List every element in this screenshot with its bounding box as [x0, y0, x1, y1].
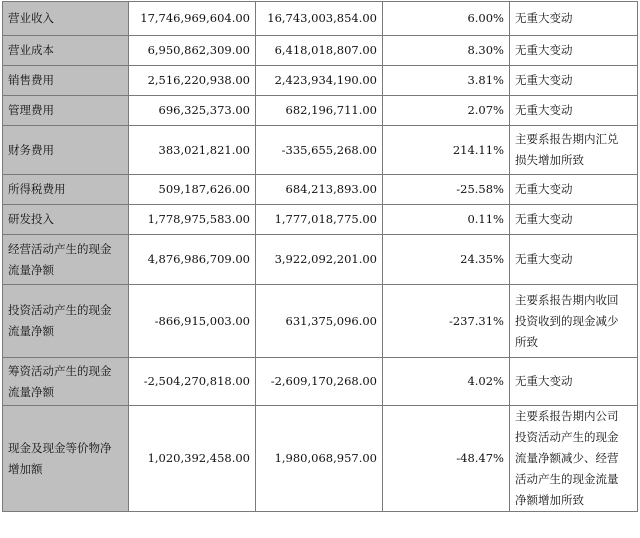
change-reason-cell [510, 205, 638, 235]
change-reason-line: 无重大变动 [515, 43, 573, 57]
table-row [3, 358, 638, 406]
row-item-label: 营业收入 [8, 11, 54, 25]
row-item-label: 经营活动产生的现金 [8, 241, 112, 256]
change-reason-line: 无重大变动 [515, 374, 573, 388]
change-reason-line: 主要系报告期内公司 [515, 409, 619, 423]
previous-value-cell: 684,213,893.00 [256, 175, 383, 205]
table-row [3, 96, 638, 126]
change-percent-cell: 0.11% [383, 205, 510, 235]
row-item-label: 增加额 [8, 461, 43, 476]
change-reason-cell [510, 66, 638, 96]
change-reason-cell [510, 175, 638, 205]
previous-value-cell: 16,743,003,854.00 [256, 2, 383, 36]
current-value-cell: 6,950,862,309.00 [129, 36, 256, 66]
row-item-cell [3, 175, 129, 205]
previous-value-cell: 682,196,711.00 [256, 96, 383, 126]
row-item-cell [3, 96, 129, 126]
row-item-cell [3, 36, 129, 66]
row-item-label: 销售费用 [8, 73, 54, 87]
row-item-label: 流量净额 [8, 384, 54, 399]
row-item-cell [3, 66, 129, 96]
change-reason-cell [510, 96, 638, 126]
change-percent-cell: 8.30% [383, 36, 510, 66]
previous-value-cell: 2,423,934,190.00 [256, 66, 383, 96]
change-reason-line: 所致 [515, 334, 538, 349]
change-percent-cell: 6.00% [383, 2, 510, 36]
change-reason-cell [510, 358, 638, 406]
row-item-label: 所得税费用 [8, 182, 66, 196]
change-reason-line: 主要系报告期内汇兑 [515, 132, 619, 146]
table-row [3, 175, 638, 205]
change-reason-line: 无重大变动 [515, 103, 573, 117]
table-row [3, 2, 638, 36]
previous-value-cell: 6,418,018,807.00 [256, 36, 383, 66]
financial-table [2, 1, 638, 512]
row-item-label: 流量净额 [8, 324, 54, 338]
row-item-label: 投资活动产生的现金 [8, 303, 112, 317]
table-body [3, 2, 638, 512]
row-item-label: 营业成本 [8, 43, 54, 57]
change-reason-line: 投资收到的现金减少 [515, 313, 619, 328]
table-row [3, 66, 638, 96]
current-value-cell: -866,915,003.00 [129, 285, 256, 358]
current-value-cell: 696,325,373.00 [129, 96, 256, 126]
previous-value-cell: 3,922,092,201.00 [256, 235, 383, 285]
previous-value-cell: 631,375,096.00 [256, 285, 383, 358]
previous-value-cell: -335,655,268.00 [256, 126, 383, 175]
change-reason-line: 无重大变动 [515, 11, 573, 25]
change-reason-cell [510, 406, 638, 512]
current-value-cell: 383,021,821.00 [129, 126, 256, 175]
change-percent-cell: 214.11% [383, 126, 510, 175]
table-row [3, 235, 638, 285]
change-reason-line: 无重大变动 [515, 252, 573, 266]
row-item-cell [3, 235, 129, 285]
change-reason-line: 无重大变动 [515, 212, 573, 226]
current-value-cell: 509,187,626.00 [129, 175, 256, 205]
current-value-cell: 2,516,220,938.00 [129, 66, 256, 96]
change-percent-cell: 2.07% [383, 96, 510, 126]
current-value-cell: 1,778,975,583.00 [129, 205, 256, 235]
row-item-cell [3, 406, 129, 512]
change-reason-cell [510, 2, 638, 36]
previous-value-cell: -2,609,170,268.00 [256, 358, 383, 406]
table-row [3, 285, 638, 358]
change-reason-line: 无重大变动 [515, 73, 573, 87]
row-item-cell [3, 126, 129, 175]
change-reason-line: 活动产生的现金流量 [515, 472, 619, 486]
current-value-cell: -2,504,270,818.00 [129, 358, 256, 406]
row-item-cell [3, 2, 129, 36]
table-row [3, 36, 638, 66]
change-reason-line: 主要系报告期内收回 [515, 292, 619, 307]
row-item-label: 筹资活动产生的现金 [8, 363, 112, 378]
table-row [3, 406, 638, 512]
change-percent-cell: 4.02% [383, 358, 510, 406]
change-percent-cell: -237.31% [383, 285, 510, 358]
row-item-label: 现金及现金等价物净 [8, 440, 112, 455]
row-item-label: 流量净额 [8, 262, 54, 277]
change-reason-line: 损失增加所致 [515, 153, 584, 167]
table-row [3, 126, 638, 175]
change-reason-cell [510, 126, 638, 175]
change-reason-cell [510, 36, 638, 66]
change-percent-cell: 24.35% [383, 235, 510, 285]
row-item-cell [3, 205, 129, 235]
change-percent-cell: 3.81% [383, 66, 510, 96]
row-item-label: 研发投入 [8, 212, 54, 226]
table-row [3, 205, 638, 235]
change-reason-line: 净额增加所致 [515, 493, 584, 507]
previous-value-cell: 1,777,018,775.00 [256, 205, 383, 235]
row-item-cell [3, 285, 129, 358]
previous-value-cell: 1,980,068,957.00 [256, 406, 383, 512]
row-item-cell [3, 358, 129, 406]
change-reason-line: 投资活动产生的现金 [515, 430, 619, 444]
change-reason-line: 无重大变动 [515, 182, 573, 196]
change-percent-cell: -25.58% [383, 175, 510, 205]
current-value-cell: 1,020,392,458.00 [129, 406, 256, 512]
row-item-label: 财务费用 [8, 142, 54, 157]
current-value-cell: 17,746,969,604.00 [129, 2, 256, 36]
current-value-cell: 4,876,986,709.00 [129, 235, 256, 285]
change-percent-cell: -48.47% [383, 406, 510, 512]
change-reason-cell [510, 235, 638, 285]
row-item-label: 管理费用 [8, 103, 54, 117]
change-reason-cell [510, 285, 638, 358]
change-reason-line: 流量净额减少、经营 [515, 451, 619, 465]
